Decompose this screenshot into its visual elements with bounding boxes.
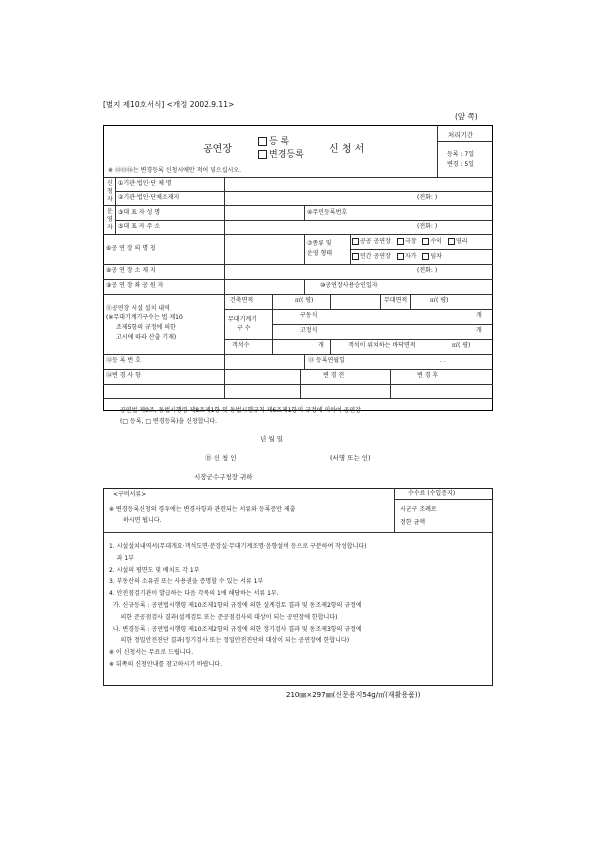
- registration-date-value[interactable]: . .: [440, 357, 446, 364]
- drive-type-label: 구동식: [300, 312, 318, 319]
- documents-list: [109, 541, 367, 671]
- after-change-label: 변 경 후: [417, 372, 439, 379]
- title-option-register[interactable]: 등 록: [258, 137, 289, 147]
- documents-note-1: ※ 변경등록신청의 경우에는 변경사항과 관련되는 서류와 등록증만 제출: [109, 506, 296, 513]
- venue-address-label: ⑧공 연 장 소 재 지: [106, 267, 156, 274]
- processing-period-register: 등록 : 7일: [447, 151, 475, 158]
- declaration-line-2: (□ 등록, □ 변경등록)을 신청합니다.: [120, 418, 218, 425]
- title-suffix: 신 청 서: [329, 144, 365, 155]
- change-items-label: ⑭변 경 사 항: [106, 372, 141, 379]
- document-item: 가. 신규등록 : 공연법시행령 제10조제1항의 규정에 의한 설계검토 결과 및 동조제2항의 규정에: [109, 601, 362, 609]
- fixed-type-label: 고정식: [300, 327, 318, 334]
- document-item: 나. 변경등록 : 공연법시행령 제10조제2항의 규정에 의한 정기검사 결과 및 동조제3항의 규정에: [109, 625, 362, 633]
- document-item: 의한 준공점검사 결과(설계검토 또는 준공점검사의 대상이 되는 공연장에 한합니다): [109, 613, 338, 621]
- documents-header: <구비서류>: [113, 491, 147, 498]
- approval-date-label: ⑩공연장사용승인일자: [320, 282, 378, 289]
- documents-note-2: 하시면 됩니다.: [123, 517, 162, 524]
- document-item: 의한 정밀안전진단 결과(정기검사 또는 정밀안전진단의 대상이 되는 공연장에 한합니다): [109, 637, 350, 645]
- machine-label-2: 구 수: [237, 325, 251, 332]
- fixed-unit[interactable]: 개: [476, 327, 482, 334]
- fee-label: 수수료 (수입증지): [408, 490, 456, 497]
- applicant-label: ⑮ 신 청 인: [205, 454, 237, 462]
- org-phone[interactable]: (전화: ): [417, 194, 438, 201]
- declaration-line-1: 공연법 제9조, 동법시행령 제8조제1항 및 동법시행규칙 제6조제1항의 규정에 의하여 공연장: [120, 407, 362, 414]
- drive-unit[interactable]: 개: [476, 312, 482, 319]
- processing-period-change: 변경 : 5일: [447, 161, 475, 168]
- venue-name-label: ⑥공 연 장 의 명 칭: [106, 245, 156, 252]
- type-label-1: ⑦종류 및: [307, 240, 332, 247]
- title-prefix: 공연장: [203, 144, 232, 155]
- building-area-label: 건축면적: [230, 297, 254, 304]
- side-label-applicant: 신 청 자: [107, 180, 113, 203]
- org-name-label: ①기관·법인·단 체 명: [118, 180, 172, 187]
- type-label-2: 운영 형태: [307, 250, 333, 257]
- seat-count-label: 객석수: [232, 342, 250, 349]
- document-item: ※ 뒤쪽의 신청안내를 참고하시기 바랍니다.: [109, 660, 223, 668]
- stage-area-label: 무대면적: [384, 297, 408, 304]
- seat-floor-area-unit[interactable]: ㎡( 평): [452, 342, 471, 349]
- registration-date-label: ⑬ 등록연월일: [308, 357, 345, 364]
- recipient-label: 시장군수구청장 귀하: [194, 473, 253, 481]
- seat-floor-area-label: 객석이 위치하는 바닥면적: [348, 342, 416, 349]
- facility-label-3: 조제5항의 규정에 의한: [116, 324, 176, 331]
- facility-label-1: ⑪공연장 시설 설치 내역: [106, 305, 170, 312]
- document-item: 1. 시설설치내역서(무대개요·객석도면·분장실·무대기계조명·음향설비 등으로 구분하여 작성합니다): [109, 543, 367, 550]
- building-area-unit[interactable]: ㎡( 평): [295, 297, 314, 304]
- document-item: ※ 이 신청서는 무료로 드립니다.: [109, 649, 194, 657]
- page-side: (앞 쪽): [455, 112, 478, 121]
- resident-number-label: ④주민등록번호: [307, 209, 348, 216]
- facility-label-4: 고시에 따라 산출 기재): [116, 334, 177, 341]
- venue-operator-label: ⑨공 연 장 좌 공 원 자: [106, 282, 164, 289]
- facility-label-2: (※무대기계기구수는 법 제10: [106, 314, 183, 321]
- rep-address-label: ⑤대 표 자 주 소: [118, 223, 160, 230]
- signature-label[interactable]: (서명 또는 인): [330, 454, 371, 462]
- type-options-row1[interactable]: 공공 공연장 극장 수익 영리: [352, 238, 467, 245]
- checkbox-icon[interactable]: [258, 150, 267, 159]
- title-option-change[interactable]: 변경등록: [258, 150, 304, 160]
- document-item: 2. 시설의 평면도 및 배치도 각 1부: [109, 566, 200, 574]
- fee-value-1: 시군구 조례로: [400, 506, 437, 513]
- checkbox-icon[interactable]: [258, 137, 267, 146]
- paper-spec: 210㎜×297㎜(신문용지54g/㎡(재활용품)): [286, 691, 421, 699]
- form-number: [별지 제10호서식] <개정 2002.9.11>: [103, 100, 235, 109]
- processing-period-label: 처리기간: [448, 131, 474, 139]
- registration-number-label: ⑫등 록 번 호: [106, 357, 141, 364]
- venue-phone[interactable]: (전화: ): [417, 267, 438, 274]
- top-note: ※ ⑫⑬⑭는 변경등록 신청시에만 적어 넣으십시오.: [108, 167, 242, 174]
- document-item: 3. 부동산의 소유권 또는 사용권을 증명할 수 있는 서류 1부: [109, 578, 264, 586]
- document-item: 과 1부: [109, 554, 134, 562]
- document-item: 4. 안전점검기관이 발급하는 다음 각목의 1에 해당하는 서류 1부.: [109, 590, 279, 598]
- stage-area-unit[interactable]: ㎡( 평): [430, 297, 449, 304]
- before-change-label: 변 경 전: [323, 372, 345, 379]
- org-address-label: ②기관·법인·단체소재지: [118, 194, 180, 201]
- rep-name-label: ③대 표 자 성 명: [118, 209, 160, 216]
- side-label-operator: 운 영 자: [107, 208, 113, 231]
- machine-label-1: 무대기계기: [228, 316, 257, 323]
- rep-phone[interactable]: (전화: ): [417, 223, 438, 230]
- seat-count-unit[interactable]: 개: [318, 342, 324, 349]
- type-options-row2[interactable]: 민간 공연장 자가 임차: [352, 253, 442, 260]
- fee-value-2: 정한 금액: [400, 519, 426, 526]
- declaration-date[interactable]: 년 월 일: [260, 435, 283, 443]
